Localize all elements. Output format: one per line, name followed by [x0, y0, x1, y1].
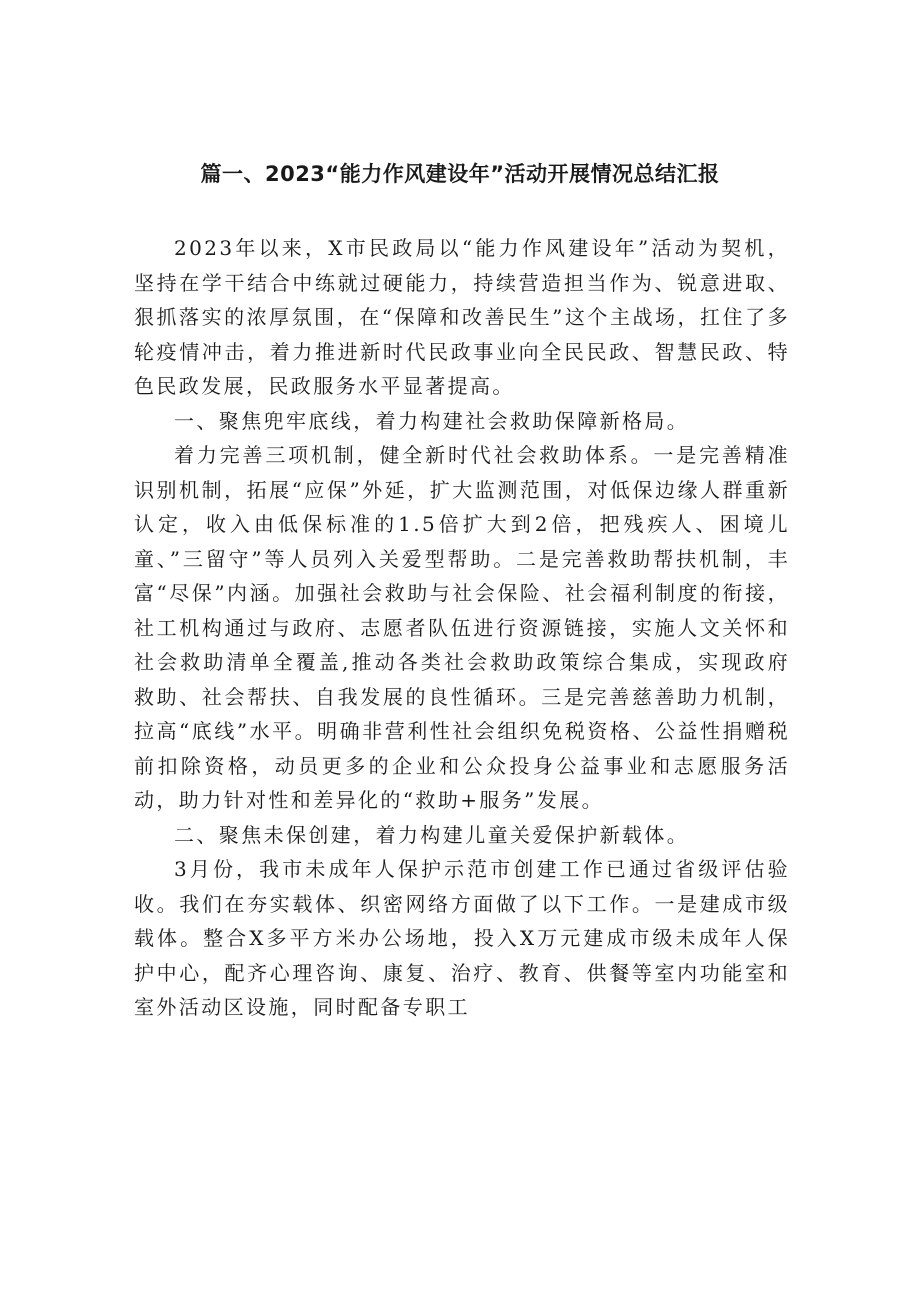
- section-heading-2: 二、聚焦未保创建，着力构建儿童关爱保护新载体。: [174, 822, 690, 847]
- section-1-paragraph: 着力完善三项机制，健全新时代社会救助体系。一是完善精准识别机制，拓展“应保”外延，扩大监测范围，对低保边缘人群重新认定，收入由低保标准的1.5倍扩大到2倍，把残疾人、困境儿童、”三留守”等人员列入关爱型帮助。二是完善救助帮扶机制，丰富“尽保”内涵。加强社会救助与社会保险、社会福利制度的衔接，社工机构通过与政府、志愿者队伍进行资源链接，实施人文关怀和社会救助清单全覆盖,推动各类社会救助政策综合集成，实现政府救助、社会帮扶、自我发展的良性循环。三是完善慈善助力机制，拉高“底线”水平。明确非营利性社会组织免税资格、公益性捐赠税前扣除资格，动员更多的企业和公众投身公益事业和志愿服务活动，助力针对性和差异化的“救助+服务”发展。: [134, 443, 790, 812]
- intro-paragraph: 2023年以来，X市民政局以“能力作风建设年”活动为契机，坚持在学干结合中练就过硬能力，持续营造担当作为、锐意进取、狠抓落实的浓厚氛围，在“保障和改善民生”这个主战场，扛住了多轮疫情冲击，着力推进新时代民政事业向全民民政、智慧民政、特色民政发展，民政服务水平显著提高。: [134, 236, 790, 398]
- section-2-paragraph: 3月份，我市未成年人保护示范市创建工作已通过省级评估验收。我们在夯实载体、织密网络方面做了以下工作。一是建成市级载体。整合X多平方米办公场地，投入X万元建成市级未成年人保护中心，配齐心理咨询、康复、治疗、教育、供餐等室内功能室和室外活动区设施，同时配备专职工: [134, 857, 790, 1019]
- document-title: 篇一、2023“能力作风建设年”活动开展情况总结汇报: [200, 162, 720, 186]
- document-body: [134, 231, 790, 1025]
- section-heading-1: 一、聚焦兜牢底线，着力构建社会救助保障新格局。: [174, 408, 690, 433]
